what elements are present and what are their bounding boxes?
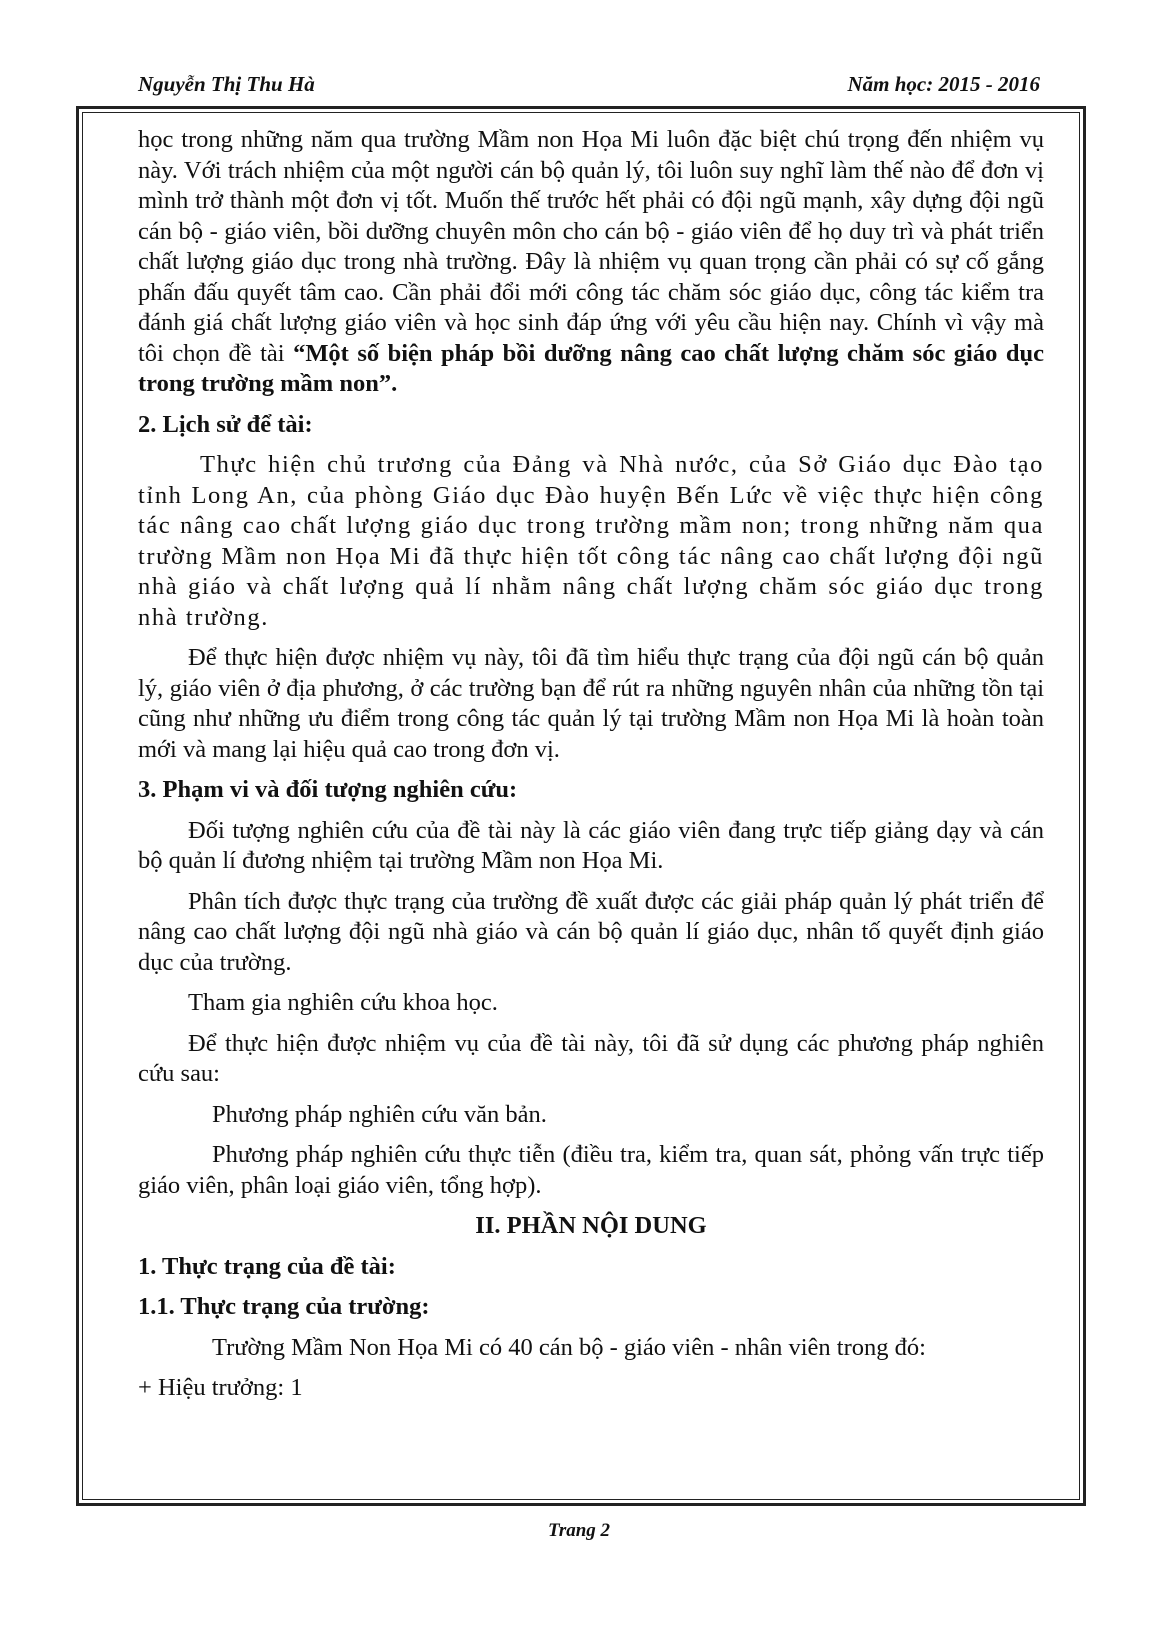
part-2-paragraph-1: Trường Mầm Non Họa Mi có 40 cán bộ - giáo viên - nhân viên trong đó:	[212, 1333, 926, 1361]
topic-title: “Một số biện pháp bồi dưỡng nâng cao chất lượng chăm sóc giáo dục trong trường mầm non”.	[138, 339, 1044, 397]
header-school-year: Năm học: 2015 - 2016	[847, 72, 1040, 96]
section-2-paragraph-2: Để thực hiện được nhiệm vụ này, tôi đã tìm hiểu thực trạng của đội ngũ cán bộ quản lý, giáo viên ở địa phương, ở các trường bạn để rút ra những nguyên nhân của những tồn tại cũng như những ưu điểm trong công tác quản lý tại trường Mầm non Họa Mi là hoàn toàn mới và mang lại hiệu quả cao trong đơn vị.	[138, 644, 1044, 763]
section-3-paragraph-1: Đối tượng nghiên cứu của đề tài này là các giáo viên đang trực tiếp giảng dạy và cán bộ quản lí đương nhiệm tại trường Mầm non Họa Mi.	[138, 816, 1044, 874]
section-3-paragraph-5: Phương pháp nghiên cứu văn bản.	[212, 1100, 547, 1128]
section-3-heading: 3. Phạm vi và đối tượng nghiên cứu:	[138, 776, 518, 803]
intro-text: học trong những năm qua trường Mầm non Họa Mi luôn đặc biệt chú trọng đến nhiệm vụ này. Với trách nhiệm của một người cán bộ quản lý, tôi luôn suy nghĩ làm thế nào để đơn vị mình trở thành một đơn vị tốt. Muốn thế trước hết phải có đội ngũ mạnh, xây dựng đội ngũ cán bộ - giáo viên, bồi dưỡng chuyên môn cho cán bộ - giáo viên để họ duy trì và phát triển chất lượng giáo dục trong nhà trường. Đây là nhiệm vụ quan trọng cần phải có sự cố gắng phấn đấu quyết tâm cao. Cần phải đổi mới công tác chăm sóc giáo dục, công tác kiểm tra đánh giá chất lượng giáo viên và học sinh đáp ứng với yêu cầu hiện nay. Chính vì vậy mà tôi chọn đề tài	[138, 126, 1044, 367]
section-2-heading: 2. Lịch sử để tài:	[138, 410, 313, 438]
header-author: Nguyễn Thị Thu Hà	[138, 72, 315, 96]
section-2-paragraph-1: Thực hiện chủ trương của Đảng và Nhà nước, của Sở Giáo dục Đào tạo tỉnh Long An, của phòng Giáo dục Đào huyện Bến Lức về việc thực hiện công tác nâng cao chất lượng giáo dục trong trường mầm non; trong những năm qua trường Mầm non Họa Mi đã thực hiện tốt công tác nâng cao chất lượng đội ngũ nhà giáo và chất lượng quả lí nhằm nâng chất lượng chăm sóc giáo dục trong nhà trường.	[138, 451, 1044, 631]
section-3-paragraph-3: Tham gia nghiên cứu khoa học.	[188, 989, 498, 1016]
page-number: Trang 2	[547, 1520, 611, 1541]
intro-paragraph	[138, 125, 1044, 400]
page-content	[138, 125, 1044, 1414]
part-2-section-1-heading: 1. Thực trạng của đề tài:	[138, 1252, 396, 1280]
section-3-paragraph-2: Phân tích được thực trạng của trường đề xuất được các giải pháp quản lý phát triển để nâng cao chất lượng đội ngũ nhà giáo và cán bộ quản lí giáo dục, nhân tố quyết định giáo dục của trường.	[138, 887, 1044, 976]
list-item: + Hiệu trưởng: 1	[138, 1374, 303, 1401]
section-3-paragraph-4: Để thực hiện được nhiệm vụ của đề tài này, tôi đã sử dụng các phương pháp nghiên cứu sau:	[138, 1029, 1044, 1087]
page-header	[138, 72, 1040, 106]
part-2-section-1-1-heading: 1.1. Thực trạng của trường:	[138, 1293, 430, 1320]
section-3-paragraph-6: Phương pháp nghiên cứu thực tiễn (điều tra, kiểm tra, quan sát, phỏng vấn trực tiếp giáo viên, phân loại giáo viên, tổng hợp).	[138, 1141, 1044, 1199]
part-2-heading: II. PHẦN NỘI DUNG	[475, 1212, 707, 1239]
